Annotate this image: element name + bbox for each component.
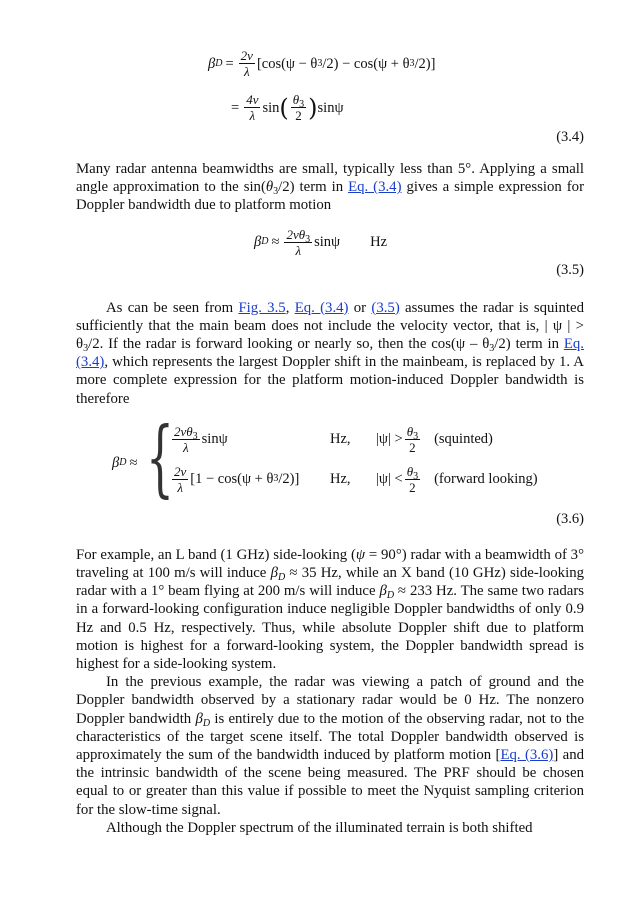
link-eq-3-5[interactable]: (3.5)	[371, 299, 400, 316]
eq34-line2: = $\frac{4v}{\lambda}$ sin ( $\frac{\theta_3}{2}$ ) sinψ	[231, 92, 344, 123]
equation-number-3-5: (3.5)	[556, 261, 584, 278]
paragraph-stationary: In the previous example, the radar was viewing a patch of ground and the Doppler bandwidth observed by a stationary radar would be 0 Hz. The nonzero Doppler bandwidth $\beta_D$ is entirely due to the motion of the observing radar, not to the characteristics of the target scene itself. The total Doppler bandwidth observed is approximately the sum of the bandwidth induced by platform motion [Eq. (3.6)] and the intrinsic bandwidth of the scene being measured. The PRF should be chosen equal to or greater than this value if possible to meet the Nyquist sampling criterion for the slow-time signal.	[76, 674, 585, 818]
eq34-fraction-1: $\frac{2v}{\lambda}$	[240, 48, 253, 79]
paragraph-small-angle: Many radar antenna beamwidths are small, typically less than 5°. Applying a small angle approximation to the $\sin(\theta_3/2)$ term in Eq. (3.4) gives a simple expression for Doppler bandwidth due to platform motion	[76, 161, 584, 214]
eq34-fraction-3: $\frac{\theta_3}{2}$	[292, 92, 305, 123]
document-page	[76, 40, 584, 837]
link-eq-3-4-c[interactable]: Eq. (3.4)	[76, 336, 584, 371]
eq36-row-forward: $\frac{2v}{\lambda}$ [1 − cos(ψ + θ 3 /2)] Hz, |ψ| < $\frac{\theta_3}{2}$ (forward looking)	[174, 463, 538, 495]
eq34-fraction-2: $\frac{4v}{\lambda}$	[246, 92, 259, 123]
eq35-fraction: $\frac{2v\theta_3}{\lambda}$	[286, 226, 311, 258]
eq36-row-squinted: $\frac{2v\theta_3}{\lambda}$ sinψ Hz, |ψ| > $\frac{\theta_3}{2}$ (squinted)	[174, 423, 493, 455]
equation-number-3-6: (3.6)	[556, 510, 584, 527]
equation-number-3-4: (3.4)	[556, 129, 584, 145]
paragraph-doppler-spectrum: Although the Doppler spectrum of the illuminated terrain is both shifted	[106, 819, 533, 836]
eq36-brace: {	[146, 410, 174, 508]
paragraph-example: For example, an L band (1 GHz) side-looking (ψ = 90°) radar with a beamwidth of 3° traveling at 100 m/s will induce $\beta_D \approx 35$ Hz, while an X band (10 GHz) side-looking radar with a 1° beam flying at 200 m/s will induce $\beta_D \approx 233$ Hz. The same two radars in a forward-looking configuration induce negligible Doppler bandwidths of only 0.9 Hz and 0.5 Hz, respectively. Thus, while absolute Doppler shift due to platform motion is highest for a forward-looking system, the Doppler bandwidth spread is highest for a side-looking system.	[76, 546, 584, 673]
eq36-fraction-1: $\frac{2v\theta_3}{\lambda}$	[174, 423, 198, 455]
eq36-fraction-2: $\frac{2v}{\lambda}$	[174, 463, 187, 495]
eq34-line1: β D = $\frac{2v}{\lambda}$ [cos(ψ − θ 3 /2) − cos(ψ + θ 3 /2)]	[208, 48, 436, 79]
equation-3-5	[76, 223, 584, 279]
paragraph-squint: As can be seen from Fig. 3.5, Eq. (3.4) or (3.5) assumes the radar is squinted sufficiently that the main beam does not include the velocity vector, that is, | ψ | > $\theta_3/2$. If the radar is forward looking or nearly so, then the $\cos(\psi - \theta_3/2)$ term in Eq. (3.4), which represents the largest Doppler shift in the mainbeam, is replaced by 1. A more complete expression for the platform motion-induced Doppler bandwidth is therefore	[76, 299, 584, 407]
link-eq-3-4[interactable]: Eq. (3.4)	[348, 179, 402, 196]
equation-3-4	[76, 40, 584, 145]
equation-3-6	[76, 410, 584, 528]
link-eq-3-6[interactable]: Eq. (3.6)	[500, 747, 554, 764]
eq35-body: β D ≈ $\frac{2v\theta_3}{\lambda}$ sinψ Hz	[254, 226, 388, 258]
link-eq-3-4-b[interactable]: Eq. (3.4)	[294, 299, 349, 316]
eq36-lhs: β D ≈	[112, 454, 138, 471]
link-fig-3-5[interactable]: Fig. 3.5	[238, 299, 286, 316]
